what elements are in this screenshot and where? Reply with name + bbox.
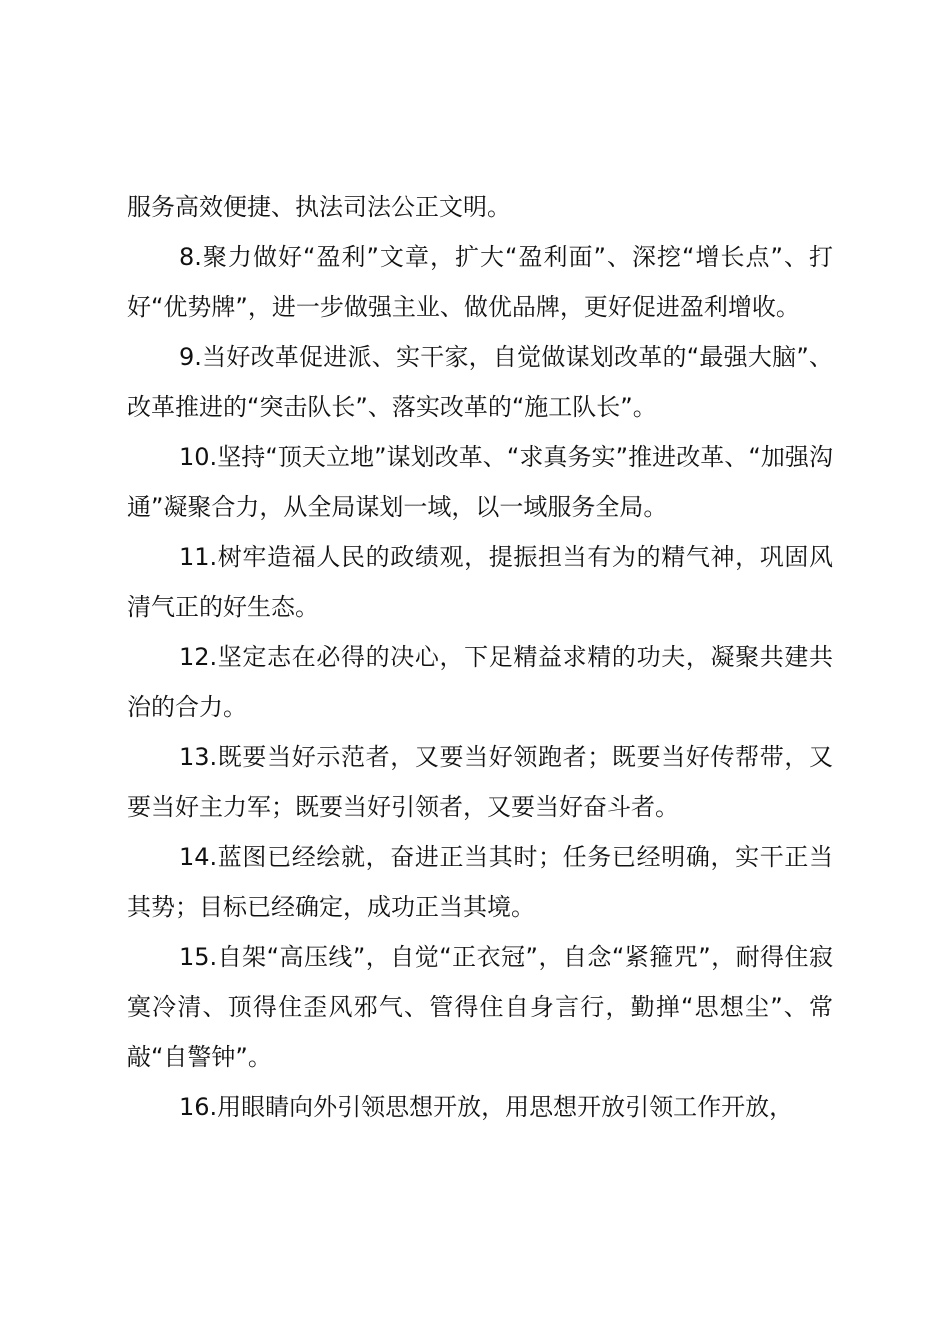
paragraph-item-8: 8.聚力做好“盈利”文章，扩大“盈利面”、深挖“增长点”、打好“优势牌”，进一步做强主业、做优品牌，更好促进盈利增收。 [127,243,833,321]
paragraph-item-9: 9.当好改革促进派、实干家，自觉做谋划改革的“最强大脑”、改革推进的“突击队长”、落实改革的“施工队长”。 [127,343,833,421]
paragraph-item-15: 15.自架“高压线”，自觉“正衣冠”，自念“紧箍咒”，耐得住寂寞冷清、顶得住歪风邪气、管得住自身言行，勤掸“思想尘”、常敲“自警钟”。 [127,943,833,1071]
paragraph-continuation: 服务高效便捷、执法司法公正文明。 [127,193,511,221]
paragraph-item-11: 11.树牢造福人民的政绩观，提振担当有为的精气神，巩固风清气正的好生态。 [127,543,833,621]
paragraph-item-13: 13.既要当好示范者，又要当好领跑者；既要当好传帮带，又要当好主力军；既要当好引领者，又要当好奋斗者。 [127,743,833,821]
paragraph-item-16: 16.用眼睛向外引领思想开放，用思想开放引领工作开放， [179,1093,794,1121]
paragraph-item-12: 12.坚定志在必得的决心，下足精益求精的功夫，凝聚共建共治的合力。 [127,643,833,721]
document-body [127,182,833,1132]
paragraph-item-14: 14.蓝图已经绘就，奋进正当其时；任务已经明确，实干正当其势；目标已经确定，成功正当其境。 [127,843,833,921]
paragraph-item-10: 10.坚持“顶天立地”谋划改革、“求真务实”推进改革、“加强沟通”凝聚合力，从全局谋划一域，以一域服务全局。 [127,443,833,521]
